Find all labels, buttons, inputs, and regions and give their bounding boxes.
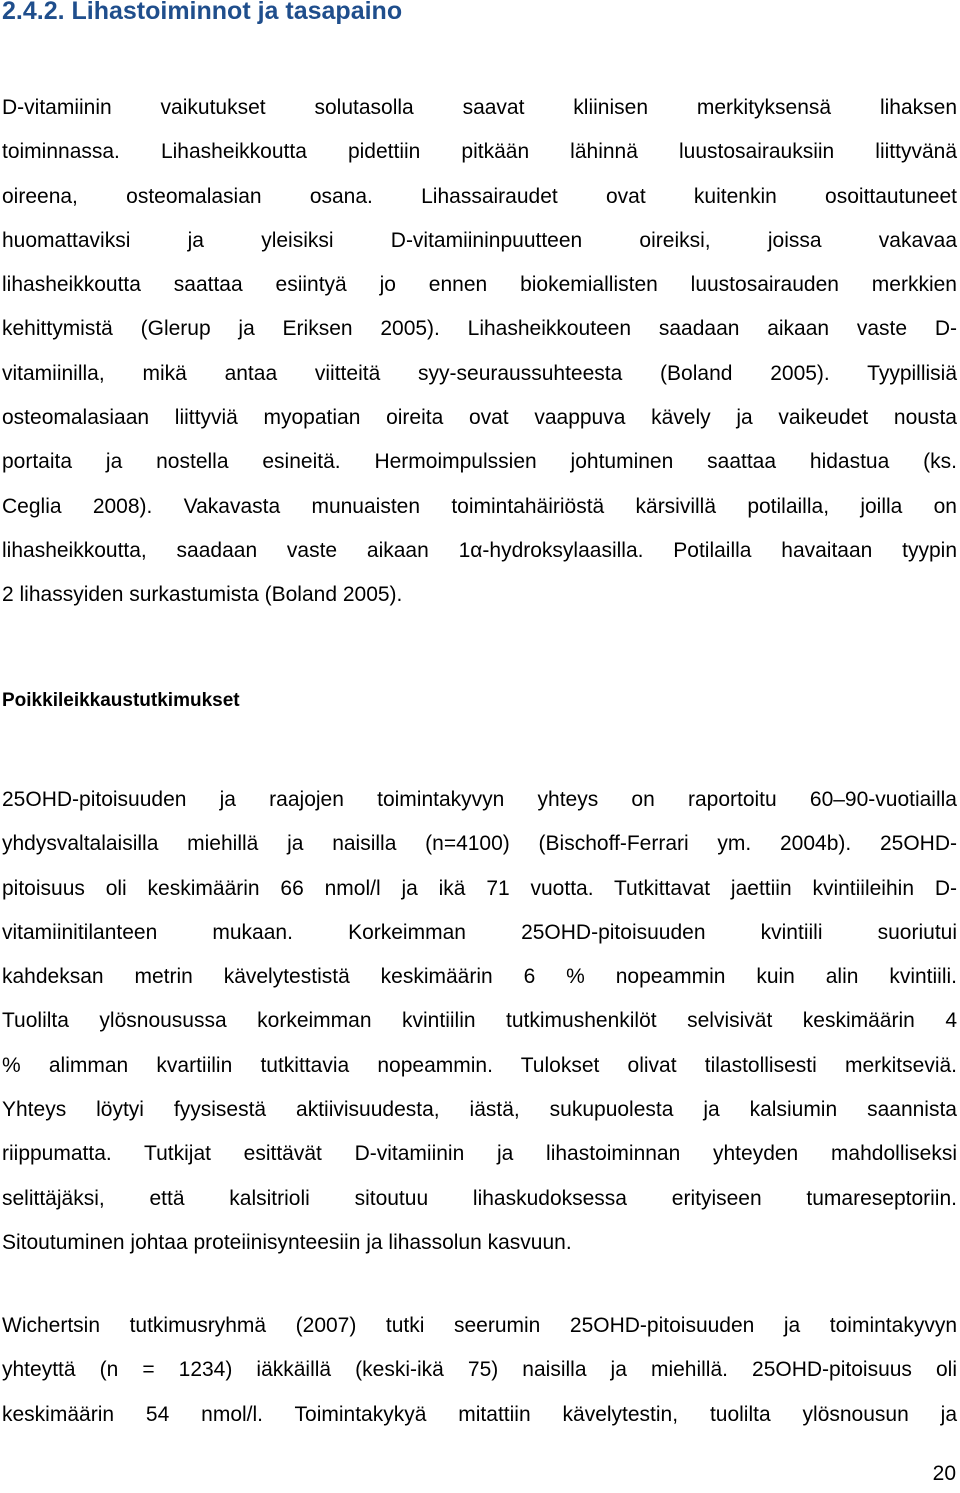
text-line: huomattaviksi ja yleisiksi D-vitamiininpuutteen oireiksi, joissa vakavaa xyxy=(2,228,957,252)
text-line: toiminnassa. Lihasheikkoutta pidettiin pitkään lähinnä luustosairauksiin liittyvänä xyxy=(2,140,957,164)
subheading-cross-sectional-studies: Poikkileikkaustutkimukset xyxy=(2,690,240,711)
paragraph-wicherts-study xyxy=(2,1304,957,1437)
page-number: 20 xyxy=(932,1462,956,1485)
text-line: lihasheikkoutta, saadaan vaste aikaan 1α-hydroksylaasilla. Potilailla havaitaan tyypin xyxy=(2,538,957,562)
text-line: Tuolilta ylösnousussa korkeimman kvintiilin tutkimushenkilöt selvisivät keskimäärin 4 xyxy=(2,1009,957,1033)
text-line: kahdeksan metrin kävelytestistä keskimäärin 6 % nopeammin kuin alin kvintiili. xyxy=(2,965,957,989)
text-line: yhdysvaltalaisilla miehillä ja naisilla (n=4100) (Bischoff-Ferrari ym. 2004b). 25OHD- xyxy=(2,832,957,856)
text-line: 2 lihassyiden surkastumista (Boland 2005). xyxy=(2,583,403,607)
text-line: vitamiinilla, mikä antaa viitteitä syy-seuraussuhteesta (Boland 2005). Tyypillisiä xyxy=(2,361,957,385)
text-line: Wichertsin tutkimusryhmä (2007) tutki seerumin 25OHD-pitoisuuden ja toimintakyvyn xyxy=(2,1314,957,1337)
text-line: selittäjäksi, että kalsitrioli sitoutuu lihaskudoksessa erityiseen tumareseptoriin. xyxy=(2,1186,957,1210)
text-line: Yhteys löytyi fyysisestä aktiivisuudesta, iästä, sukupuolesta ja kalsiumin saannista xyxy=(2,1098,957,1122)
text-line: osteomalasiaan liittyviä myopatian oireita ovat vaappuva kävely ja vaikeudet nousta xyxy=(2,406,957,430)
paragraph-cross-sectional xyxy=(2,778,957,1265)
text-line: oireena, osteomalasian osana. Lihassairaudet ovat kuitenkin osoittautuneet xyxy=(2,184,957,208)
text-line: portaita ja nostella esineitä. Hermoimpulssien johtuminen saattaa hidastua (ks. xyxy=(2,450,957,474)
text-line: 25OHD-pitoisuuden ja raajojen toimintakyvyn yhteys on raportoitu 60–90-vuotiailla xyxy=(2,788,957,811)
text-line: Sitoutuminen johtaa proteiinisynteesiin ja lihassolun kasvuun. xyxy=(2,1230,572,1254)
text-line: pitoisuus oli keskimäärin 66 nmol/l ja ikä 71 vuotta. Tutkittavat jaettiin kvintiileihin D- xyxy=(2,876,957,900)
text-line: Ceglia 2008). Vakavasta munuaisten toimintahäiriöstä kärsivillä potilailla, joilla on xyxy=(2,494,957,518)
text-line: keskimäärin 54 nmol/l. Toimintakykyä mitattiin kävelytestin, tuolilta ylösnousun ja xyxy=(2,1402,957,1426)
text-line: % alimman kvartiilin tutkittavia nopeammin. Tulokset olivat tilastollisesti merkitseviä. xyxy=(2,1053,957,1077)
text-line: riippumatta. Tutkijat esittävät D-vitamiinin ja lihastoiminnan yhteyden mahdolliseksi xyxy=(2,1142,957,1166)
section-heading: 2.4.2. Lihastoiminnot ja tasapaino xyxy=(2,0,403,25)
paragraph-muscle-function xyxy=(2,86,957,618)
text-line: vitamiinitilanteen mukaan. Korkeimman 25OHD-pitoisuuden kvintiili suoriutui xyxy=(2,920,957,944)
text-line: lihasheikkoutta saattaa esiintyä jo ennen biokemiallisten luustosairauden merkkien xyxy=(2,273,957,297)
text-line: yhteyttä (n = 1234) iäkkäillä (keski-ikä 75) naisilla ja miehillä. 25OHD-pitoisuus oli xyxy=(2,1358,957,1382)
text-line: kehittymistä (Glerup ja Eriksen 2005). Lihasheikkouteen saadaan aikaan vaste D- xyxy=(2,317,957,341)
text-line: D-vitamiinin vaikutukset solutasolla saavat kliinisen merkityksensä lihaksen xyxy=(2,96,957,119)
